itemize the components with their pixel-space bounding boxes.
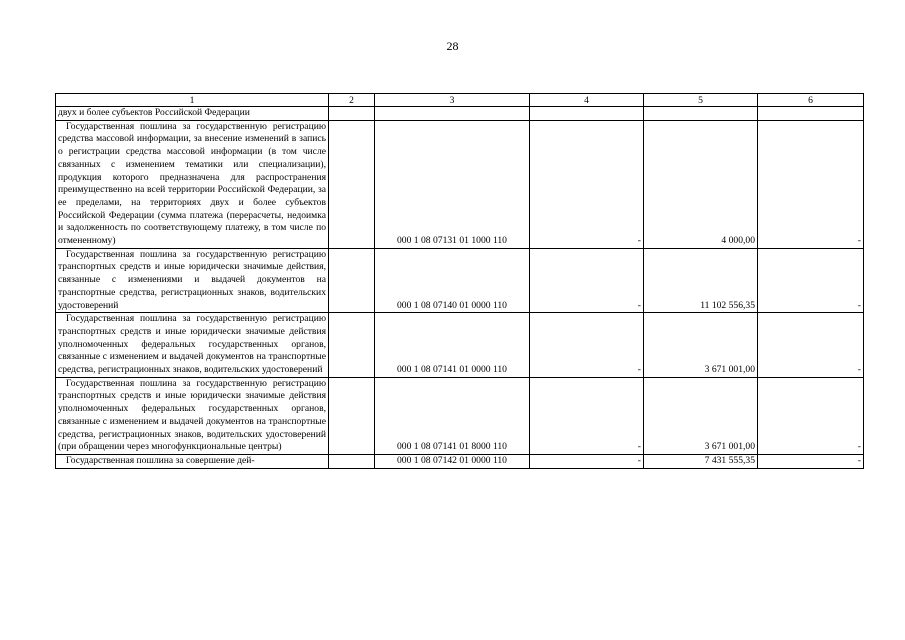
row-col6: - (758, 313, 864, 378)
row-amount: 3 671 001,00 (644, 313, 758, 378)
row-amount (644, 107, 758, 121)
row-col4: - (530, 248, 644, 313)
row-col2 (329, 107, 375, 121)
column-header-5: 5 (644, 94, 758, 107)
table-row (56, 377, 864, 454)
row-col2 (329, 120, 375, 248)
row-description: двух и более субъектов Российской Федерации (56, 107, 329, 121)
row-col6: - (758, 377, 864, 454)
row-col4: - (530, 120, 644, 248)
row-col2 (329, 248, 375, 313)
revenue-table (55, 93, 864, 469)
row-col4: - (530, 313, 644, 378)
table-row (56, 248, 864, 313)
row-col4: - (530, 377, 644, 454)
row-col4: - (530, 454, 644, 468)
row-amount: 3 671 001,00 (644, 377, 758, 454)
column-header-1: 1 (56, 94, 329, 107)
row-col2 (329, 377, 375, 454)
row-col2 (329, 454, 375, 468)
row-description: Государственная пошлина за государственную регистрацию транспортных средств и иные юридически значимые действия уполномоченных федеральных государственных органов, связанные с изменением и выдачей документов на транспортные средства, регистрационных знаков, водительских удостоверений (при обращении через многофункциональные центры) (56, 377, 329, 454)
row-code (375, 107, 530, 121)
row-description: Государственная пошлина за государственную регистрацию транспортных средств и иные юридически значимые действия уполномоченных федеральных государственных органов, связанные с изменением и выдачей документов на транспортные средства, регистрационных знаков, водительских удостоверений (56, 313, 329, 378)
page-number: 28 (446, 39, 459, 53)
row-code: 000 1 08 07141 01 0000 110 (375, 313, 530, 378)
table-row (56, 313, 864, 378)
row-col6: - (758, 120, 864, 248)
column-header-2: 2 (329, 94, 375, 107)
row-amount: 7 431 555,35 (644, 454, 758, 468)
row-col6 (758, 107, 864, 121)
row-description: Государственная пошлина за государственную регистрацию средства массовой информации, за внесение изменений в запись о регистрации средства массовой информации (в том числе связанных с изменением тематики или специализации), продукция которого предназначена для распространения преимущественно на всей территории Российской Федерации, за ее пределами, на территориях двух и более субъектов Российской Федерации (сумма платежа (перерасчеты, недоимка и задолженность по соответствующему платежу, в том числе по отмененному) (56, 120, 329, 248)
row-col4 (530, 107, 644, 121)
row-col2 (329, 313, 375, 378)
row-col6: - (758, 248, 864, 313)
table-row (56, 120, 864, 248)
row-code: 000 1 08 07142 01 0000 110 (375, 454, 530, 468)
row-code: 000 1 08 07131 01 1000 110 (375, 120, 530, 248)
row-code: 000 1 08 07140 01 0000 110 (375, 248, 530, 313)
column-header-4: 4 (530, 94, 644, 107)
table-row (56, 107, 864, 121)
column-header-3: 3 (375, 94, 530, 107)
row-col6: - (758, 454, 864, 468)
row-amount: 4 000,00 (644, 120, 758, 248)
row-description: Государственная пошлина за совершение дей- (56, 454, 329, 468)
table-header-row (56, 94, 864, 107)
table-row (56, 454, 864, 468)
row-description: Государственная пошлина за государственную регистрацию транспортных средств и иные юридически значимые действия, связанные с изменениями и выдачей документов на транспортные средства, регистрационных знаков, водительских удостоверений (56, 248, 329, 313)
column-header-6: 6 (758, 94, 864, 107)
row-code: 000 1 08 07141 01 8000 110 (375, 377, 530, 454)
row-amount: 11 102 556,35 (644, 248, 758, 313)
